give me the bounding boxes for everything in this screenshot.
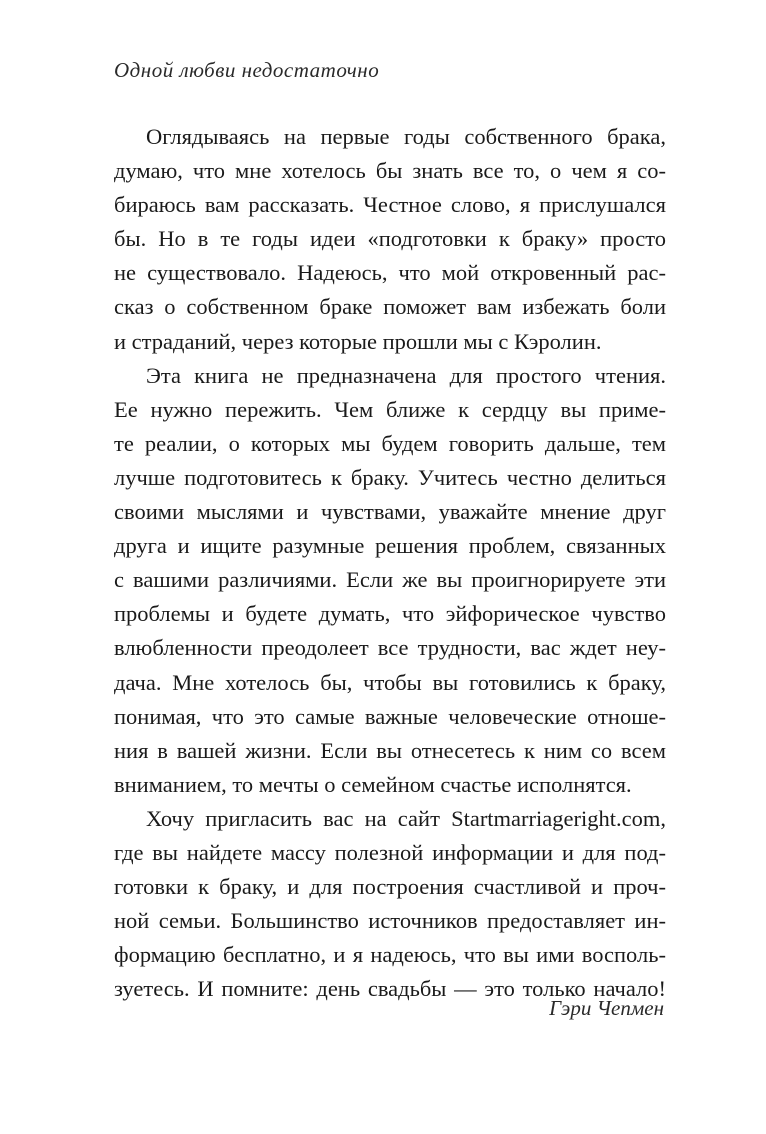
- running-head: Одной любви недостаточно: [114, 58, 380, 82]
- text-line: и страданий, через которые прошли мы с Кэролин.: [114, 328, 602, 354]
- text-line: друга и ищите разумные решения проблем, связанных: [114, 533, 666, 559]
- text-line: своими мыслями и чувствами, уважайте мнение друг: [114, 499, 666, 525]
- text-line: формацию бесплатно, и я надеюсь, что вы ими восполь-: [114, 942, 666, 968]
- text-line: с вашими различиями. Если же вы проигнорируете эти: [114, 567, 666, 593]
- text-line: вниманием, то мечты о семейном счастье исполнятся.: [114, 771, 632, 797]
- text-line: зуетесь. И помните: день свадьбы — это только начало!: [114, 976, 666, 1002]
- text-line: Оглядываясь на первые годы собственного брака,: [146, 124, 666, 149]
- text-line: сказ о собственном браке поможет вам избежать боли: [114, 294, 666, 320]
- text-line: где вы найдете массу полезной информации и для под-: [114, 839, 666, 865]
- text-line: дача. Мне хотелось бы, чтобы вы готовились к браку,: [114, 669, 666, 695]
- text-line: бы. Но в те годы идеи «подготовки к браку» просто: [114, 226, 666, 252]
- text-line: те реалии, о которых мы будем говорить дальше, тем: [114, 430, 666, 456]
- text-line: Ее нужно пережить. Чем ближе к сердцу вы приме-: [114, 396, 666, 422]
- text-line: не существовало. Надеюсь, что мой откровенный рас-: [114, 260, 666, 286]
- text-line: готовки к браку, и для построения счастливой и проч-: [114, 874, 666, 900]
- text-line: ния в вашей жизни. Если вы отнесетесь к ним со всем: [114, 737, 666, 763]
- text-line: Хочу пригласить вас на сайт Startmarriageright.com,: [146, 805, 666, 831]
- text-line: бираюсь вам рассказать. Честное слово, я прислушался: [114, 192, 666, 218]
- author-signature: Гэри Чепмен: [549, 996, 664, 1020]
- text-line: Эта книга не предназначена для простого чтения.: [146, 362, 666, 388]
- body-text: [114, 120, 666, 1006]
- text-line: понимая, что это самые важные человеческие отноше-: [114, 703, 666, 729]
- text-line: лучше подготовитесь к браку. Учитесь честно делиться: [114, 464, 666, 490]
- text-line: влюбленности преодолеет все трудности, вас ждет неу-: [114, 635, 666, 661]
- text-line: ной семьи. Большинство источников предоставляет ин-: [114, 908, 666, 934]
- text-line: думаю, что мне хотелось бы знать все то, о чем я со-: [114, 158, 666, 184]
- text-line: проблемы и будете думать, что эйфорическое чувство: [114, 601, 666, 627]
